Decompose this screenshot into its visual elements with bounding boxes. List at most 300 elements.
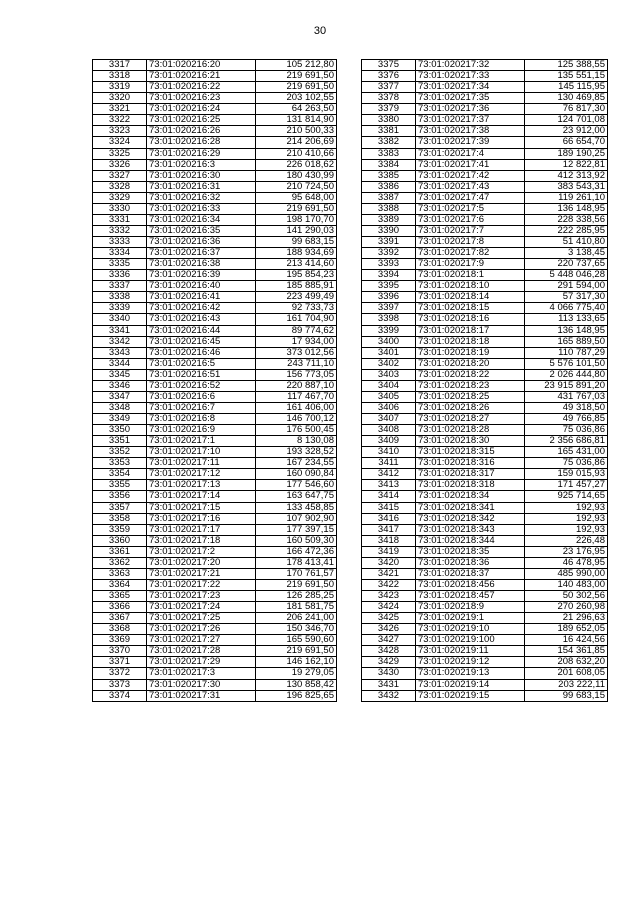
cadastral-number-cell: 73:01:020217:41 <box>416 159 525 170</box>
row-number-cell: 3326 <box>93 159 147 170</box>
cadastral-number-cell: 73:01:020216:36 <box>147 237 256 248</box>
row-number-cell: 3427 <box>362 635 416 646</box>
cadastral-number-cell: 73:01:020217:27 <box>147 635 256 646</box>
cadastral-number-cell: 73:01:020217:28 <box>147 646 256 657</box>
row-number-cell: 3323 <box>93 126 147 137</box>
value-cell: 203 102,55 <box>256 93 337 104</box>
page-number: 30 <box>313 25 327 37</box>
value-cell: 485 990,00 <box>525 568 608 579</box>
table-row <box>93 657 337 668</box>
value-cell: 21 296,63 <box>525 613 608 624</box>
row-number-cell: 3333 <box>93 237 147 248</box>
row-number-cell: 3371 <box>93 657 147 668</box>
value-cell: 189 190,25 <box>525 148 608 159</box>
value-cell: 270 260,98 <box>525 602 608 613</box>
value-cell: 16 424,56 <box>525 635 608 646</box>
table-row <box>362 314 608 325</box>
value-cell: 117 467,70 <box>256 391 337 402</box>
value-cell: 17 934,00 <box>256 336 337 347</box>
value-cell: 177 397,15 <box>256 524 337 535</box>
cadastral-number-cell: 73:01:020216:6 <box>147 391 256 402</box>
row-number-cell: 3336 <box>93 270 147 281</box>
value-cell: 203 222,11 <box>525 679 608 690</box>
cadastral-number-cell: 73:01:020218:23 <box>416 380 525 391</box>
value-cell: 201 608,05 <box>525 668 608 679</box>
table-row <box>93 170 337 181</box>
table-row <box>93 93 337 104</box>
value-cell: 166 472,36 <box>256 546 337 557</box>
value-cell: 291 594,00 <box>525 281 608 292</box>
cadastral-table-right <box>361 59 608 702</box>
value-cell: 412 313,92 <box>525 170 608 181</box>
table-row <box>362 402 608 413</box>
row-number-cell: 3330 <box>93 203 147 214</box>
cadastral-number-cell: 73:01:020217:23 <box>147 591 256 602</box>
row-number-cell: 3334 <box>93 248 147 259</box>
row-number-cell: 3390 <box>362 225 416 236</box>
cadastral-number-cell: 73:01:020216:23 <box>147 93 256 104</box>
cadastral-number-cell: 73:01:020216:29 <box>147 148 256 159</box>
row-number-cell: 3372 <box>93 668 147 679</box>
table-row <box>362 225 608 236</box>
cadastral-number-cell: 73:01:020216:24 <box>147 104 256 115</box>
table-row <box>93 237 337 248</box>
table-row <box>93 447 337 458</box>
cadastral-number-cell: 73:01:020217:18 <box>147 535 256 546</box>
table-row <box>93 82 337 93</box>
cadastral-number-cell: 73:01:020216:46 <box>147 347 256 358</box>
value-cell: 95 648,00 <box>256 192 337 203</box>
row-number-cell: 3381 <box>362 126 416 137</box>
cadastral-number-cell: 73:01:020217:12 <box>147 469 256 480</box>
row-number-cell: 3319 <box>93 82 147 93</box>
cadastral-number-cell: 73:01:020216:5 <box>147 358 256 369</box>
table-row <box>362 181 608 192</box>
row-number-cell: 3347 <box>93 391 147 402</box>
row-number-cell: 3428 <box>362 646 416 657</box>
table-row <box>93 71 337 82</box>
table-row <box>362 203 608 214</box>
cadastral-number-cell: 73:01:020217:9 <box>416 259 525 270</box>
cadastral-number-cell: 73:01:020217:7 <box>416 225 525 236</box>
value-cell: 160 090,84 <box>256 469 337 480</box>
row-number-cell: 3331 <box>93 214 147 225</box>
row-number-cell: 3417 <box>362 524 416 535</box>
row-number-cell: 3373 <box>93 679 147 690</box>
table-row <box>362 303 608 314</box>
cadastral-number-cell: 73:01:020217:25 <box>147 613 256 624</box>
row-number-cell: 3408 <box>362 425 416 436</box>
row-number-cell: 3388 <box>362 203 416 214</box>
value-cell: 5 448 046,28 <box>525 270 608 281</box>
value-cell: 192,93 <box>525 524 608 535</box>
value-cell: 125 388,55 <box>525 60 608 71</box>
value-cell: 46 478,95 <box>525 557 608 568</box>
value-cell: 219 691,50 <box>256 82 337 93</box>
value-cell: 110 787,29 <box>525 347 608 358</box>
table-row <box>93 115 337 126</box>
table-row <box>362 613 608 624</box>
cadastral-number-cell: 73:01:020217:4 <box>416 148 525 159</box>
value-cell: 141 290,03 <box>256 225 337 236</box>
value-cell: 75 036,86 <box>525 425 608 436</box>
table-row <box>362 425 608 436</box>
cadastral-number-cell: 73:01:020218:25 <box>416 391 525 402</box>
table-row <box>93 414 337 425</box>
cadastral-number-cell: 73:01:020218:36 <box>416 557 525 568</box>
row-number-cell: 3385 <box>362 170 416 181</box>
cadastral-number-cell: 73:01:020219:13 <box>416 668 525 679</box>
table-row <box>362 491 608 502</box>
table-row <box>362 336 608 347</box>
row-number-cell: 3321 <box>93 104 147 115</box>
value-cell: 146 162,10 <box>256 657 337 668</box>
table-row <box>93 491 337 502</box>
table-row <box>362 325 608 336</box>
cadastral-number-cell: 73:01:020217:8 <box>416 237 525 248</box>
value-cell: 23 912,00 <box>525 126 608 137</box>
value-cell: 192,93 <box>525 502 608 513</box>
value-cell: 76 817,30 <box>525 104 608 115</box>
row-number-cell: 3337 <box>93 281 147 292</box>
cadastral-number-cell: 73:01:020216:45 <box>147 336 256 347</box>
table-row <box>93 502 337 513</box>
cadastral-number-cell: 73:01:020217:2 <box>147 546 256 557</box>
value-cell: 170 761,57 <box>256 568 337 579</box>
value-cell: 12 822,81 <box>525 159 608 170</box>
table-row <box>93 225 337 236</box>
row-number-cell: 3350 <box>93 425 147 436</box>
row-number-cell: 3395 <box>362 281 416 292</box>
cadastral-number-cell: 73:01:020218:10 <box>416 281 525 292</box>
cadastral-number-cell: 73:01:020216:35 <box>147 225 256 236</box>
row-number-cell: 3422 <box>362 579 416 590</box>
table-row <box>362 557 608 568</box>
cadastral-number-cell: 73:01:020216:44 <box>147 325 256 336</box>
table-row <box>93 535 337 546</box>
row-number-cell: 3378 <box>362 93 416 104</box>
row-number-cell: 3340 <box>93 314 147 325</box>
table-row <box>93 436 337 447</box>
table-row <box>93 303 337 314</box>
table-row <box>362 657 608 668</box>
cadastral-number-cell: 73:01:020219:12 <box>416 657 525 668</box>
table-row <box>93 314 337 325</box>
row-number-cell: 3317 <box>93 60 147 71</box>
value-cell: 124 701,08 <box>525 115 608 126</box>
value-cell: 210 724,50 <box>256 181 337 192</box>
value-cell: 92 733,73 <box>256 303 337 314</box>
cadastral-number-cell: 73:01:020218:9 <box>416 602 525 613</box>
row-number-cell: 3409 <box>362 436 416 447</box>
row-number-cell: 3404 <box>362 380 416 391</box>
value-cell: 107 902,90 <box>256 513 337 524</box>
table-row <box>93 602 337 613</box>
cadastral-number-cell: 73:01:020218:16 <box>416 314 525 325</box>
row-number-cell: 3396 <box>362 292 416 303</box>
value-cell: 4 066 775,40 <box>525 303 608 314</box>
value-cell: 5 576 101,50 <box>525 358 608 369</box>
cadastral-number-cell: 73:01:020216:26 <box>147 126 256 137</box>
table-row <box>362 502 608 513</box>
value-cell: 210 410,66 <box>256 148 337 159</box>
value-cell: 383 543,31 <box>525 181 608 192</box>
cadastral-number-cell: 73:01:020217:6 <box>416 214 525 225</box>
value-cell: 50 302,56 <box>525 591 608 602</box>
cadastral-number-cell: 73:01:020218:37 <box>416 568 525 579</box>
row-number-cell: 3342 <box>93 336 147 347</box>
value-cell: 220 887,10 <box>256 380 337 391</box>
cadastral-number-cell: 73:01:020217:1 <box>147 436 256 447</box>
row-number-cell: 3412 <box>362 469 416 480</box>
row-number-cell: 3429 <box>362 657 416 668</box>
table-row <box>362 591 608 602</box>
table-row <box>362 568 608 579</box>
table-row <box>362 60 608 71</box>
cadastral-number-cell: 73:01:020216:41 <box>147 292 256 303</box>
table-row <box>93 336 337 347</box>
table-row <box>362 458 608 469</box>
row-number-cell: 3426 <box>362 624 416 635</box>
row-number-cell: 3432 <box>362 690 416 701</box>
value-cell: 159 015,93 <box>525 469 608 480</box>
table-row <box>362 170 608 181</box>
row-number-cell: 3392 <box>362 248 416 259</box>
row-number-cell: 3400 <box>362 336 416 347</box>
row-number-cell: 3377 <box>362 82 416 93</box>
value-cell: 140 483,00 <box>525 579 608 590</box>
table-row <box>362 214 608 225</box>
value-cell: 161 704,90 <box>256 314 337 325</box>
value-cell: 222 285,95 <box>525 225 608 236</box>
row-number-cell: 3410 <box>362 447 416 458</box>
row-number-cell: 3370 <box>93 646 147 657</box>
value-cell: 177 546,60 <box>256 480 337 491</box>
cadastral-number-cell: 73:01:020217:32 <box>416 60 525 71</box>
table-row <box>93 391 337 402</box>
value-cell: 925 714,65 <box>525 491 608 502</box>
row-number-cell: 3391 <box>362 237 416 248</box>
cadastral-number-cell: 73:01:020217:33 <box>416 71 525 82</box>
table-row <box>362 513 608 524</box>
value-cell: 219 691,50 <box>256 203 337 214</box>
cadastral-number-cell: 73:01:020217:3 <box>147 668 256 679</box>
row-number-cell: 3318 <box>93 71 147 82</box>
row-number-cell: 3324 <box>93 137 147 148</box>
table-row <box>362 369 608 380</box>
value-cell: 49 318,50 <box>525 402 608 413</box>
value-cell: 75 036,86 <box>525 458 608 469</box>
cadastral-number-cell: 73:01:020217:29 <box>147 657 256 668</box>
table-row <box>93 668 337 679</box>
cadastral-number-cell: 73:01:020217:22 <box>147 579 256 590</box>
value-cell: 373 012,56 <box>256 347 337 358</box>
table-row <box>93 557 337 568</box>
row-number-cell: 3416 <box>362 513 416 524</box>
row-number-cell: 3357 <box>93 502 147 513</box>
cadastral-number-cell: 73:01:020217:5 <box>416 203 525 214</box>
row-number-cell: 3349 <box>93 414 147 425</box>
row-number-cell: 3380 <box>362 115 416 126</box>
cadastral-number-cell: 73:01:020218:344 <box>416 535 525 546</box>
cadastral-number-cell: 73:01:020217:15 <box>147 502 256 513</box>
value-cell: 178 413,41 <box>256 557 337 568</box>
table-row <box>362 237 608 248</box>
cadastral-number-cell: 73:01:020218:316 <box>416 458 525 469</box>
cadastral-number-cell: 73:01:020218:17 <box>416 325 525 336</box>
row-number-cell: 3379 <box>362 104 416 115</box>
value-cell: 136 148,95 <box>525 325 608 336</box>
cadastral-number-cell: 73:01:020217:17 <box>147 524 256 535</box>
table-row <box>93 192 337 203</box>
table-row <box>93 358 337 369</box>
table-row <box>362 690 608 701</box>
value-cell: 130 469,85 <box>525 93 608 104</box>
cadastral-number-cell: 73:01:020217:24 <box>147 602 256 613</box>
row-number-cell: 3368 <box>93 624 147 635</box>
cadastral-number-cell: 73:01:020219:14 <box>416 679 525 690</box>
value-cell: 226 018,62 <box>256 159 337 170</box>
value-cell: 3 138,45 <box>525 248 608 259</box>
value-cell: 131 814,90 <box>256 115 337 126</box>
table-row <box>362 159 608 170</box>
table-row <box>362 469 608 480</box>
cadastral-number-cell: 73:01:020216:52 <box>147 380 256 391</box>
row-number-cell: 3399 <box>362 325 416 336</box>
cadastral-number-cell: 73:01:020218:20 <box>416 358 525 369</box>
value-cell: 23 176,95 <box>525 546 608 557</box>
row-number-cell: 3354 <box>93 469 147 480</box>
value-cell: 154 361,85 <box>525 646 608 657</box>
row-number-cell: 3353 <box>93 458 147 469</box>
row-number-cell: 3355 <box>93 480 147 491</box>
table-row <box>362 546 608 557</box>
cadastral-number-cell: 73:01:020216:39 <box>147 270 256 281</box>
cadastral-number-cell: 73:01:020217:11 <box>147 458 256 469</box>
table-row <box>93 579 337 590</box>
table-row <box>93 546 337 557</box>
cadastral-number-cell: 73:01:020219:11 <box>416 646 525 657</box>
cadastral-number-cell: 73:01:020216:37 <box>147 248 256 259</box>
value-cell: 99 683,15 <box>525 690 608 701</box>
row-number-cell: 3341 <box>93 325 147 336</box>
table-row <box>362 71 608 82</box>
table-row <box>93 203 337 214</box>
value-cell: 228 338,56 <box>525 214 608 225</box>
row-number-cell: 3419 <box>362 546 416 557</box>
value-cell: 135 551,15 <box>525 71 608 82</box>
cadastral-number-cell: 73:01:020217:30 <box>147 679 256 690</box>
row-number-cell: 3328 <box>93 181 147 192</box>
cadastral-number-cell: 73:01:020218:35 <box>416 546 525 557</box>
cadastral-number-cell: 73:01:020218:19 <box>416 347 525 358</box>
value-cell: 130 858,42 <box>256 679 337 690</box>
cadastral-number-cell: 73:01:020217:21 <box>147 568 256 579</box>
row-number-cell: 3386 <box>362 181 416 192</box>
row-number-cell: 3345 <box>93 369 147 380</box>
cadastral-number-cell: 73:01:020217:31 <box>147 690 256 701</box>
cadastral-number-cell: 73:01:020216:9 <box>147 425 256 436</box>
cadastral-number-cell: 73:01:020218:457 <box>416 591 525 602</box>
value-cell: 226,48 <box>525 535 608 546</box>
row-number-cell: 3325 <box>93 148 147 159</box>
cadastral-number-cell: 73:01:020218:15 <box>416 303 525 314</box>
row-number-cell: 3361 <box>93 546 147 557</box>
cadastral-table-left <box>92 59 337 702</box>
row-number-cell: 3367 <box>93 613 147 624</box>
table-row <box>362 524 608 535</box>
value-cell: 49 766,85 <box>525 414 608 425</box>
table-row <box>362 137 608 148</box>
cadastral-number-cell: 73:01:020216:25 <box>147 115 256 126</box>
cadastral-number-cell: 73:01:020217:82 <box>416 248 525 259</box>
cadastral-number-cell: 73:01:020216:3 <box>147 159 256 170</box>
cadastral-number-cell: 73:01:020219:10 <box>416 624 525 635</box>
row-number-cell: 3424 <box>362 602 416 613</box>
value-cell: 113 133,65 <box>525 314 608 325</box>
cadastral-number-cell: 73:01:020218:317 <box>416 469 525 480</box>
row-number-cell: 3411 <box>362 458 416 469</box>
row-number-cell: 3366 <box>93 602 147 613</box>
value-cell: 165 431,00 <box>525 447 608 458</box>
table-row <box>362 602 608 613</box>
row-number-cell: 3387 <box>362 192 416 203</box>
cadastral-number-cell: 73:01:020216:31 <box>147 181 256 192</box>
value-cell: 171 457,27 <box>525 480 608 491</box>
table-row <box>362 347 608 358</box>
cadastral-number-cell: 73:01:020217:38 <box>416 126 525 137</box>
value-cell: 185 885,91 <box>256 281 337 292</box>
row-number-cell: 3352 <box>93 447 147 458</box>
table-row <box>93 380 337 391</box>
value-cell: 167 234,55 <box>256 458 337 469</box>
value-cell: 23 915 891,20 <box>525 380 608 391</box>
value-cell: 8 130,08 <box>256 436 337 447</box>
row-number-cell: 3327 <box>93 170 147 181</box>
table-row <box>362 480 608 491</box>
row-number-cell: 3403 <box>362 369 416 380</box>
table-row <box>362 535 608 546</box>
row-number-cell: 3332 <box>93 225 147 236</box>
cadastral-number-cell: 73:01:020216:33 <box>147 203 256 214</box>
table-row <box>93 126 337 137</box>
cadastral-number-cell: 73:01:020216:34 <box>147 214 256 225</box>
cadastral-number-cell: 73:01:020216:30 <box>147 170 256 181</box>
table-row <box>93 259 337 270</box>
value-cell: 163 647,75 <box>256 491 337 502</box>
table-row <box>93 347 337 358</box>
row-number-cell: 3394 <box>362 270 416 281</box>
value-cell: 176 500,45 <box>256 425 337 436</box>
row-number-cell: 3335 <box>93 259 147 270</box>
cadastral-number-cell: 73:01:020218:30 <box>416 436 525 447</box>
value-cell: 146 700,12 <box>256 414 337 425</box>
value-cell: 150 346,70 <box>256 624 337 635</box>
row-number-cell: 3338 <box>93 292 147 303</box>
value-cell: 19 279,05 <box>256 668 337 679</box>
row-number-cell: 3364 <box>93 579 147 590</box>
table-row <box>362 436 608 447</box>
row-number-cell: 3383 <box>362 148 416 159</box>
cadastral-number-cell: 73:01:020216:8 <box>147 414 256 425</box>
cadastral-number-cell: 73:01:020216:21 <box>147 71 256 82</box>
value-cell: 156 773,05 <box>256 369 337 380</box>
value-cell: 119 261,10 <box>525 192 608 203</box>
value-cell: 213 414,60 <box>256 259 337 270</box>
row-number-cell: 3384 <box>362 159 416 170</box>
table-row <box>362 635 608 646</box>
value-cell: 223 499,49 <box>256 292 337 303</box>
